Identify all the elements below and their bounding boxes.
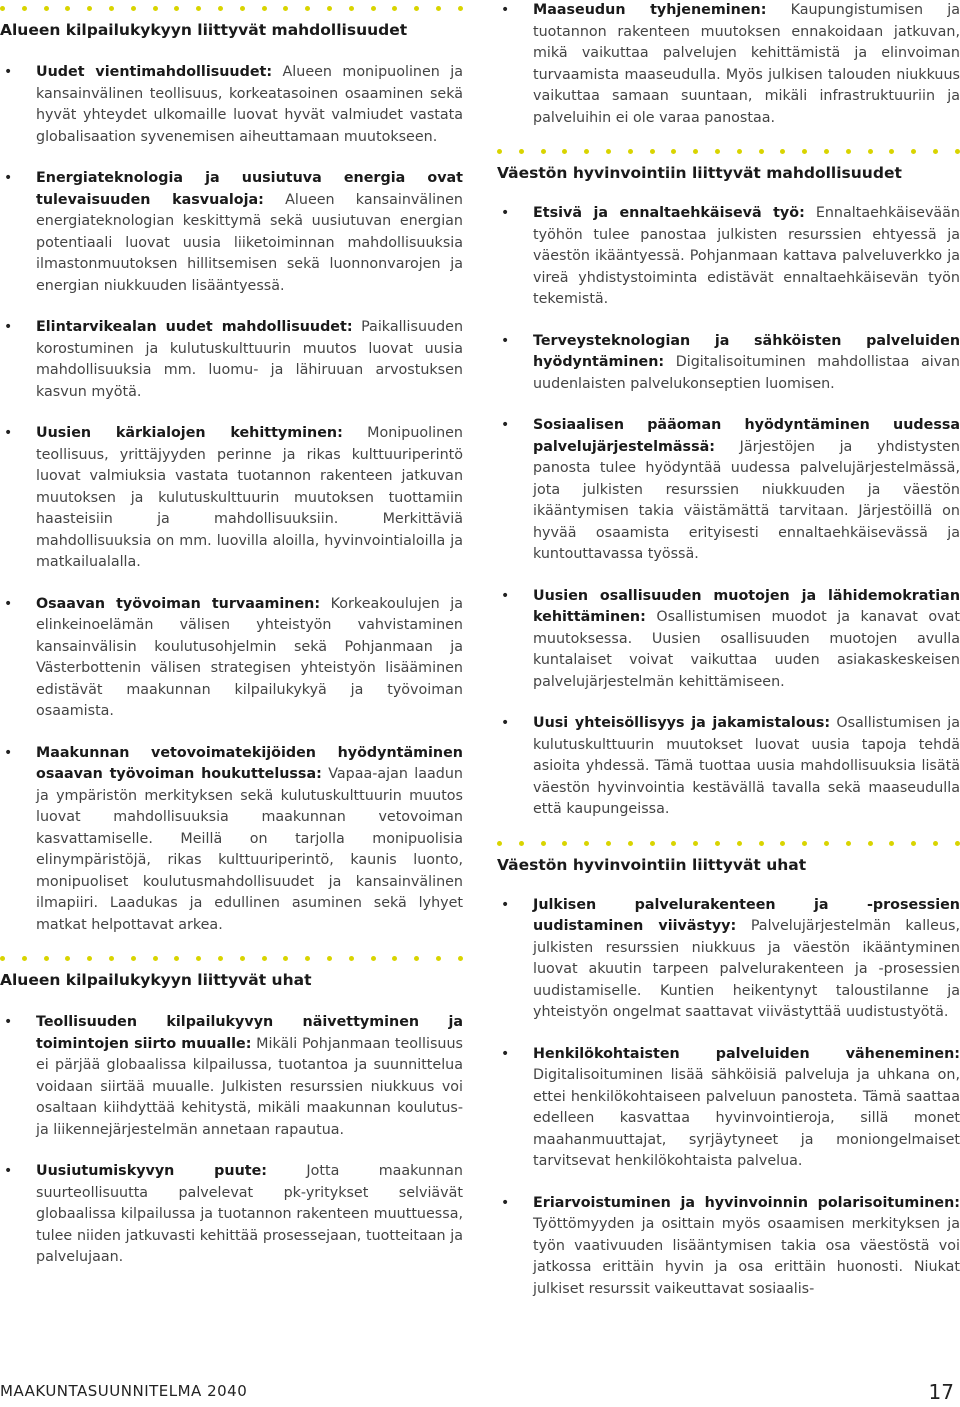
item-term: Teollisuuden kilpailukyvyn näivettyminen ja toimintojen siirto muualle: [36,1014,463,1052]
list-item [497,895,960,1024]
section-heading: Alueen kilpailukykyyn liittyvät mahdollisuudet [0,21,408,39]
item-description: Jotta maakunnan suurteollisuutta palvelevat pk-yritykset selviävät globaalissa kilpailussa ja tuotannon rakenteen muuttuessa, tulee niiden jatkuvasti kehittää prosessejaan, tuotteitaan ja palvelujaan. [36,1163,463,1265]
item-description: Osallistumisen ja kulutuskulttuurin muutokset luovat uusia tapoja tehdä asioita yhdessä. Tämä tuottaa uusia mahdollisuuksia lisätä väestön hyvinvointia kestävällä tavalla sekä maaseudulla että kaupungeissa. [533,715,960,817]
bullet-list [497,0,960,129]
list-item [497,0,960,129]
item-term: Terveysteknologian ja sähköisten palveluiden hyödyntäminen: [533,332,960,370]
item-description: Alueen monipuolinen ja kansainvälinen teollisuus, korkeatasoinen osaaminen sekä hyvät yhteydet ulkomaille luovat hyvät valmiudet vastata globalisaation syvenemisen aiheuttamaan muutokseen. [36,64,463,145]
list-item [0,62,463,148]
item-term: Henkilökohtaisten palveluiden väheneminen: [533,1045,960,1062]
item-term: Uusien kärkialojen kehittyminen: [36,425,343,441]
list-item [0,1161,463,1269]
list-item [0,1012,463,1141]
item-description: Alueen kansainvälinen energiateknologian keskittymä sekä uusiutuvan energian potentiaali luovat uusia liiketoiminnan mahdollisuuksia ilmastonmuutoksen hillitsemisen sekä luonnonvarojen ja energian niukkuuden lisääntyessä. [36,191,463,294]
item-description: Osallistumisen muodot ja kanavat ovat muutoksessa. Uusien osallisuuden muotojen avulla kuntalaiset voivat vaikuttaa uuden asiakaskeskeisen palvelujärjestelmän kehittämiseen. [533,609,960,690]
item-description: Digitalisoituminen mahdollistaa aivan uudenlaisten palvelukonseptien luomisen. [533,354,960,392]
list-item [497,331,960,396]
bullet-list [497,203,960,821]
item-description: Korkeakoulujen ja elinkeinoelämän välisen yhteistyön vahvistaminen kansainvälisin koulutusohjelmin sekä Pohjanmaan ja Västerbottenin välisen strategisen yhteistyön lisääminen edistävät maakunnan kilpailukykyä ja työvoiman osaamista. [36,595,463,719]
item-term: Osaavan työvoiman turvaaminen: [36,595,321,612]
item-term: Energiateknologia ja uusiutuva energia ovat tulevaisuuden kasvualoja: [36,170,463,208]
list-item [0,168,463,297]
dotted-divider [0,6,463,12]
item-term: Uudet vientimahdollisuudet: [36,64,273,80]
right-column [497,0,960,1320]
list-item [497,713,960,821]
list-item [497,203,960,311]
section-heading: Väestön hyvinvointiin liittyvät uhat [497,855,807,874]
list-item [0,743,463,937]
item-term: Elintarvikealan uudet mahdollisuudet: [36,319,353,335]
bullet-list [0,1012,463,1269]
item-term: Maakunnan vetovoimatekijöiden hyödyntäminen osaavan työvoiman houkuttelussa: [36,744,463,782]
item-term: Eriarvoistuminen ja hyvinvoinnin polarisoituminen: [533,1194,960,1211]
item-term: Etsivä ja ennaltaehkäisevä työ: [533,205,805,221]
item-description: Järjestöjen ja yhdistysten panosta tulee hyödyntää uudessa palvelujärjestelmässä, jota julkisten resurssien niukkuuden ja väestön ikääntymisen takia väistämättä tarvitaan. Järjestöillä on hyvää osaamista erityisesti ennaltaehkäisevässä ja kuntouttavassa työssä. [533,438,960,562]
dotted-divider [497,841,960,847]
item-description: Digitalisoituminen lisää sähköisiä palveluja ja uhkana on, ettei henkilökohtaiseen palveluun panosteta. Tämä saattaa edelleen kasvattaa hyvinvointieroja, sillä monet maahanmuuttajat, syrjäytyneet ja moniongelmaiset tarvitsevat henkilökohtaista palvelua. [533,1067,960,1169]
bullet-list [497,895,960,1301]
item-term: Uusien osallisuuden muotojen ja lähidemokratian kehittäminen: [533,587,960,625]
list-item [497,1193,960,1301]
item-description: Ennaltaehkäisevään työhön tulee panostaa julkisten resurssien ehtyessä ja väestön ikääntyessä. Pohjanmaan kattava palveluverkko ja vireä yhdistystoiminta edistävät ennaltaehkäisevän työn tekemistä. [533,205,960,307]
list-item [497,415,960,566]
page-number: 17 [928,1380,954,1404]
item-description: Työttömyyden ja osittain myös osaamisen merkityksen ja työn vaativuuden lisääntymisen takia osa väestöstä voi jatkossa erittäin hyvin ja osa erittäin huonosti. Niukat julkiset resurssit vaikeuttavat sosiaalis- [533,1216,960,1297]
item-term: Uusi yhteisöllisyys ja jakamistalous: [533,715,831,731]
item-description: Paikallisuuden korostuminen ja kulutuskulttuurin muutos luovat uusia mahdollisuuksia mm. luomu- ja lähiruuan arvostuksen kasvun myötä. [36,319,463,400]
item-term: Julkisen palvelurakenteen ja -prosessien uudistaminen viivästyy: [533,896,960,934]
left-column [0,0,463,1289]
item-description: Vapaa-ajan laadun ja ympäristön merkityksen sekä kulutuskulttuurin muutos luovat mahdollisuuksia maakunnan vetovoiman kasvattamiselle. Meillä on tarjolla monipuolisia elinympäristöjä, rikas kulttuuriperintö, kaunis luonto, monipuoliset koulutusmahdollisuudet ja kansainvälinen ilmapiiri. Laadukas ja edullinen asuminen sekä lyhyet matkat helpottavat arkea. [36,766,463,933]
section-heading: Väestön hyvinvointiin liittyvät mahdollisuudet [497,164,902,182]
item-description: Mikäli Pohjanmaan teollisuus ei pärjää globaalissa kilpailussa, tuotantoa ja suunnittelua voidaan siirtää muualle. Julkisten resurssien niukkuus voi osaltaan kiihdyttää kehitystä, mikäli maakunnan koulutus- ja liikennejärjestelmän annetaan rapautua. [36,1035,463,1138]
item-description: Palvelujärjestelmän kalleus, julkisten resurssien niukkuus ja väestön ikääntyminen luovat akuutin tarpeen palvelurakenteen ja -prosessien uudistamiselle. Kuntien heikentynyt taloustilanne ja yhteistyön ongelmat saattavat viivästyttää uudistustyötä. [533,918,960,1020]
dotted-divider [497,149,960,155]
item-term: Maaseudun tyhjeneminen: [533,2,767,18]
list-item [497,586,960,694]
list-item [0,423,463,574]
bullet-list [0,62,463,936]
dotted-divider [0,956,463,962]
item-description: Kaupungistumisen ja tuotannon rakenteen muutoksen ennakoidaan jatkuvan, mikä vaikuttaa palvelujen kehittämistä ja elinvoiman turvaamista maaseudulla. Myös julkisen talouden niukkuus vaikuttaa samaan suuntaan, mikäli infrastruktuuriin ja palveluihin ei ole varaa panostaa. [533,2,960,126]
section-heading: Alueen kilpailukykyyn liittyvät uhat [0,971,312,989]
item-description: Monipuolinen teollisuus, yrittäjyyden perinne ja rikas kulttuuriperintö luovat valmiuksia vastata tuotannon rakenteen jatkuvan muutoksen ja kulutuskulttuurin muutoksen tuottamiin haasteisiin ja mahdollisuuksiin. Merkittäviä mahdollisuuksia on mm. luovilla aloilla, hyvinvointialoilla ja matkailualalla. [36,425,463,570]
list-item [497,1044,960,1173]
list-item [0,317,463,403]
publication-title: MAAKUNTASUUNNITELMA 2040 [0,1382,248,1400]
item-term: Uusiutumiskyvyn puute: [36,1163,267,1179]
item-term: Sosiaalisen pääoman hyödyntäminen uudessa palvelujärjestelmässä: [533,417,960,455]
list-item [0,594,463,723]
